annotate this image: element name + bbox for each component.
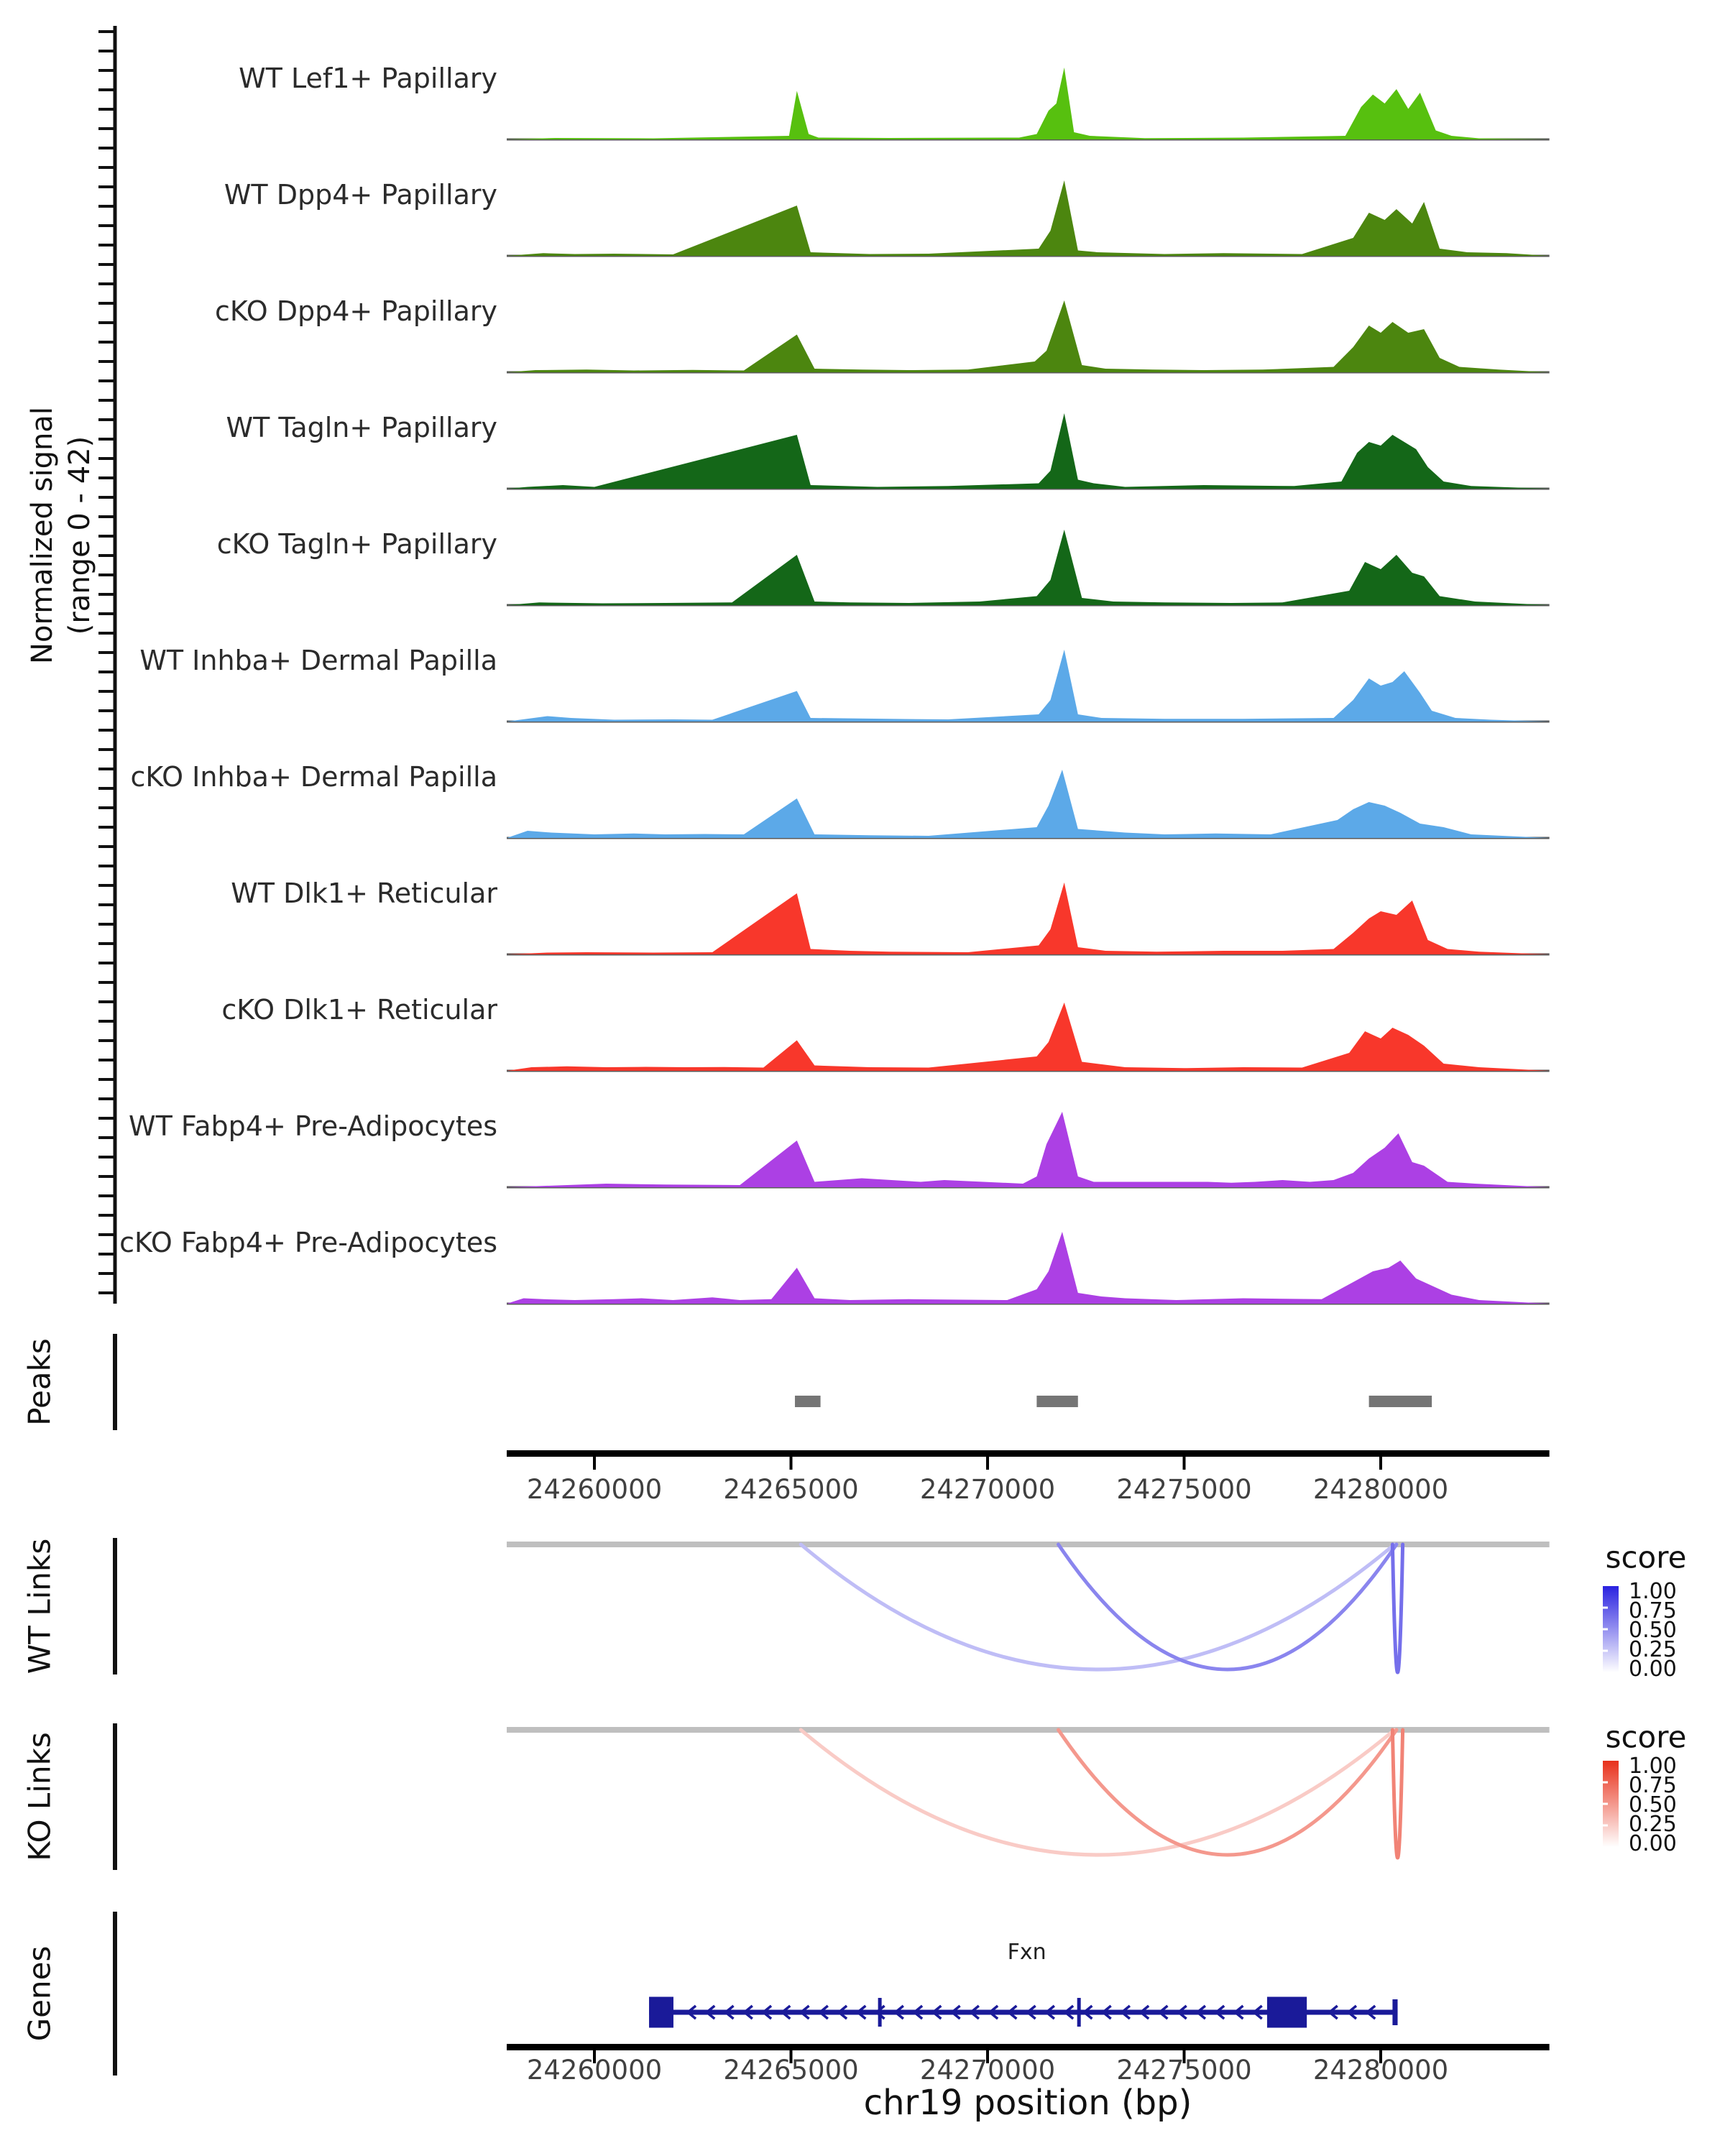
track-label: WT Dpp4+ Papillary — [224, 179, 497, 211]
ko-link-legend-tick-label: 1.00 — [1629, 1754, 1677, 1779]
x-axis-tick-label: 24260000 — [526, 1474, 663, 1505]
track-label: WT Tagln+ Papillary — [226, 412, 497, 443]
coverage-area — [507, 1232, 1550, 1304]
coverage-area — [507, 68, 1550, 139]
ko-link-legend-tick — [1603, 1782, 1608, 1784]
coverage-area — [507, 1112, 1550, 1187]
gene-exon-box — [649, 1997, 673, 2028]
coverage-area — [507, 1003, 1550, 1071]
wt-link-arc — [801, 1544, 1394, 1669]
wt-link-arc — [1392, 1544, 1402, 1672]
gene-exon-box — [1392, 1999, 1397, 2025]
gene-name-label: Fxn — [1007, 1940, 1046, 1965]
ko-link-arc — [801, 1730, 1394, 1855]
track-label: WT Lef1+ Papillary — [239, 63, 497, 94]
x-axis-tick-label: 24280000 — [1312, 2055, 1449, 2086]
wt-score-legend-title: score — [1605, 1539, 1687, 1575]
wt-link-legend-tick-label: 0.75 — [1629, 1598, 1677, 1623]
wt-link-legend-tick-label: 1.00 — [1629, 1579, 1677, 1604]
x-axis-tick-label: 24265000 — [723, 2055, 859, 2086]
coverage-area — [507, 770, 1550, 838]
track-label: cKO Dlk1+ Reticular — [221, 994, 497, 1026]
wt-link-legend-tick-label: 0.50 — [1629, 1618, 1677, 1643]
wt-link-legend-tick — [1603, 1650, 1608, 1652]
track-label: WT Fabp4+ Pre-Adipocytes — [129, 1110, 497, 1142]
ko-link-legend-tick — [1603, 1825, 1608, 1827]
ko-link-legend-tick-label: 0.00 — [1629, 1831, 1677, 1856]
x-axis-tick-label: 24270000 — [919, 1474, 1056, 1505]
track-label: cKO Inhba+ Dermal Papilla — [130, 761, 497, 793]
wt-link-legend-tick — [1603, 1628, 1608, 1631]
track-label: cKO Dpp4+ Papillary — [214, 295, 497, 327]
coverage-area — [507, 650, 1550, 722]
wt-link-legend-tick-label: 0.25 — [1629, 1637, 1677, 1662]
x-axis-tick-label: 24275000 — [1116, 2055, 1252, 2086]
x-axis-line — [507, 1450, 1550, 1457]
x-axis-tick-label: 24275000 — [1116, 1474, 1252, 1505]
track-label: WT Dlk1+ Reticular — [231, 877, 497, 909]
y-axis-title-line1: Normalized signal — [26, 407, 59, 664]
ko-link-arc — [1059, 1730, 1397, 1855]
section-label-genes: Genes — [22, 1945, 58, 2042]
gene-exon-tick — [878, 1998, 882, 2027]
wt-link-legend-tick — [1603, 1607, 1608, 1609]
coverage-area — [507, 883, 1550, 954]
x-axis-tick-label: 24270000 — [919, 2055, 1056, 2086]
coverage-area — [507, 413, 1550, 489]
x-axis-title: chr19 position (bp) — [863, 2083, 1192, 2123]
peak-box — [1036, 1396, 1077, 1407]
ko-link-legend-tick-label: 0.75 — [1629, 1773, 1677, 1798]
y-axis-title-line2: (range 0 - 42) — [63, 436, 96, 635]
wt-link-arc — [1059, 1544, 1397, 1669]
ko-link-legend-tick-label: 0.25 — [1629, 1812, 1677, 1837]
wt-link-legend-tick-label: 0.00 — [1629, 1657, 1677, 1682]
gene-exon-box — [1267, 1997, 1307, 2028]
ko-link-legend-tick — [1603, 1803, 1608, 1805]
x-axis-tick-label: 24265000 — [723, 1474, 859, 1505]
peak-box — [795, 1396, 821, 1407]
x-axis-tick-label: 24280000 — [1312, 1474, 1449, 1505]
x-axis-line — [507, 2044, 1550, 2050]
coverage-area — [507, 180, 1550, 256]
section-label-ko-links: KO Links — [22, 1732, 58, 1861]
section-label-peaks: Peaks — [22, 1338, 58, 1426]
section-label-wt-links: WT Links — [22, 1538, 58, 1674]
ko-link-arc — [1392, 1730, 1402, 1858]
track-label: cKO Tagln+ Papillary — [216, 528, 497, 560]
track-label: cKO Fabp4+ Pre-Adipocytes — [119, 1227, 497, 1258]
coverage-area — [507, 530, 1550, 605]
gene-exon-tick — [1077, 1998, 1081, 2027]
x-axis-tick-label: 24260000 — [526, 2055, 663, 2086]
track-label: WT Inhba+ Dermal Papilla — [139, 645, 497, 676]
ko-link-legend-tick-label: 0.50 — [1629, 1792, 1677, 1818]
peak-box — [1369, 1396, 1432, 1407]
ko-score-legend-title: score — [1605, 1719, 1687, 1755]
coverage-area — [507, 300, 1550, 372]
